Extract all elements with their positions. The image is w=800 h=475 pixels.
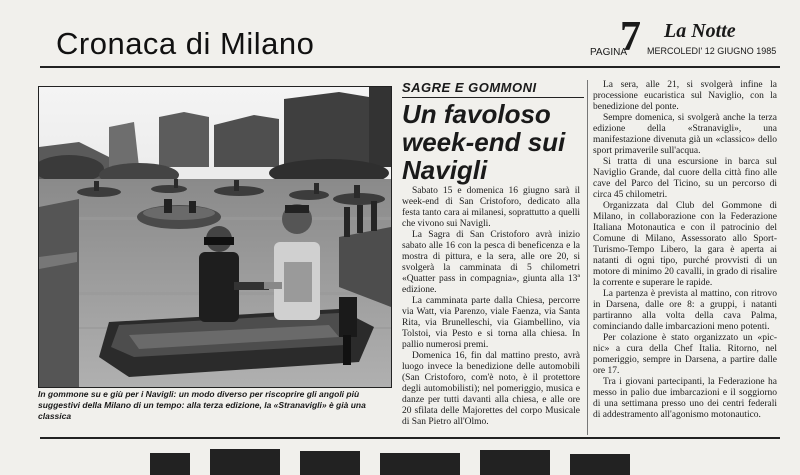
article-photo [38,86,392,388]
paragraph: Sabato 15 e domenica 16 giugno sarà il week-end di San Cristoforo, dedicato alla festa tanto cara ai milanesi, soprattutto a quelli che vivono sui Navigli. [402,186,580,229]
paragraph: Organizzata dal Club del Gommone di Milano, in collaborazione con la Federazione Italiana Motonautica e con il patrocinio del Comune di Milano, Assessorato allo Sport-Turismo-Tempo Libero, la gara è aperta ai natanti di ogni tipo, purché provvisti di un motore di minimo 20 cavalli, in grado di risalire la corrente e superare le rapide. [593,201,777,288]
paragraph: Tra i giovani partecipanti, la Federazione ha messo in palio due imbarcazioni e il soggiorno di una settimana presso uno dei centri federali di addestramento all'agonismo motonautico. [593,377,777,420]
masthead-rule [40,66,780,68]
bottom-rule [40,437,780,439]
section-title: Cronaca di Milano [56,26,315,61]
page-label: PAGINA [590,47,628,58]
paragraph: Domenica 16, fin dal mattino presto, avrà luogo invece la benedizione delle automobili (San Cristoforo, com'è noto, è il protettore degli automobilisti); nel pomeriggio, musica e danze per tutti davanti alla chiesa, e alle ore 20 sfilata delle Majorettes del corpo Musicale di San Pietro all'Olmo. [402,351,580,427]
paragraph: Si tratta di una escursione in barca sul Naviglio Grande, dal cuore della città fino alle cave del Parco del Ticino, su un percorso di circa 45 chilometri. [593,157,777,200]
page-number: 7 [620,14,641,60]
paragraph: La partenza è prevista al mattino, con ritrovo in Darsena, dalle ore 8: a gruppi, i natanti partiranno alla volta della cava Palma, cominciando dalle imbarcazioni meno potenti. [593,289,777,332]
newspaper-logo: La Notte [664,20,736,42]
cropped-headline-remnant [140,445,700,475]
boats-on-canal-photo [39,87,391,387]
article-column-middle [402,186,580,428]
article-column-right [593,80,777,421]
article-kicker: SAGRE E GOMMONI [402,80,537,95]
issue-date: MERCOLEDI' 12 GIUGNO 1985 [647,46,777,56]
paragraph: Sempre domenica, si svolgerà anche la terza edizione della «Stranavigli», una manifestazione divenuta già un «classico» dello sport primaverile sull'acqua. [593,113,777,156]
paragraph: La sera, alle 21, si svolgerà infine la processione eucaristica sul Naviglio, con la benedizione del ponte. [593,80,777,112]
paragraph: La Sagra di San Cristoforo avrà inizio sabato alle 16 con la pesca di beneficenza e la mostra di pittura, e la sera, alle ore 20, si svolgerà la camminata di 5 chilometri «Quatter pass in compagnia», giunta alla 13ª edizione. [402,230,580,295]
paragraph: La camminata parte dalla Chiesa, percorre via Watt, via Parenzo, viale Faenza, via Santa Rita, via Brunelleschi, via Giambellino, via Tolstoi, via Pesto e si torna alla chiesa. In pallio numerosi premi. [402,296,580,350]
photo-caption: In gommone su e giù per i Navigli: un modo diverso per riscoprire gli angoli più suggestivi della Milano di un tempo: alla terza edizione, la «Stranavigli» è già una classica [38,389,366,421]
paragraph: Per colazione è stato organizzato un «pic-nic» a cura della Chef Italia. Ritorno, nel pomeriggio, sempre in Darsena, a partire dalle ore 17. [593,333,777,376]
kicker-rule [402,97,584,98]
column-divider [587,80,588,435]
article-headline: Un favoloso week-end sui Navigli [402,99,566,185]
